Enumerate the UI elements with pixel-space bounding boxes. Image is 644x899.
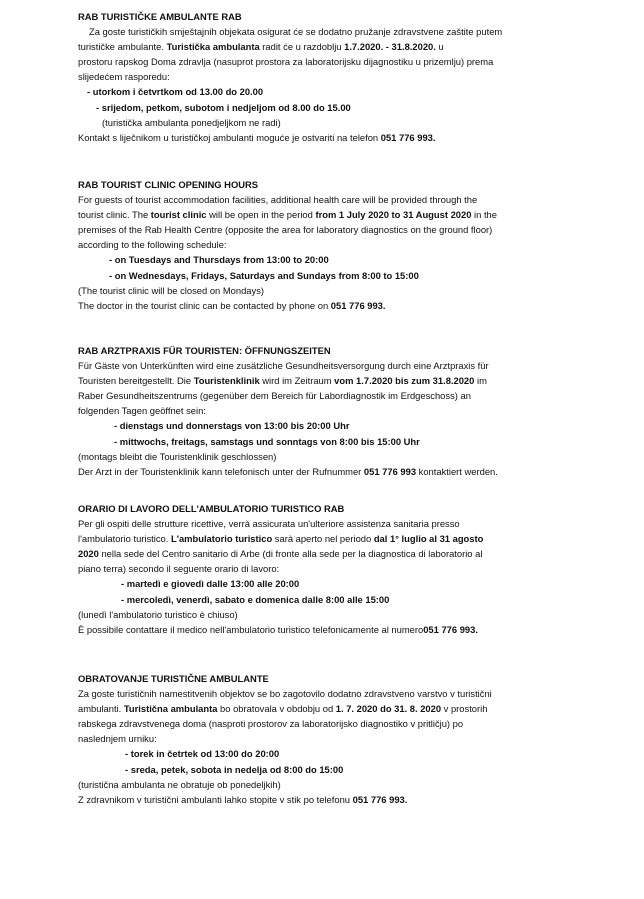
paragraph-line: rabskega zdravstvenega doma (nasproti prostorov za laboratorijsko diagnostiko v pritličju) po (78, 718, 464, 730)
paragraph-line: Touristen bereitgestellt. Die Touristenklinik wird im Zeitraum vom 1.7.2020 bis zum 31.8.2020 im (78, 375, 487, 387)
closed-note: (turistička ambulanta ponedjeljkom ne radi) (102, 116, 281, 128)
section-english (78, 177, 497, 313)
section-slovenian (78, 671, 492, 807)
paragraph-line: turističke ambulante. Turistička ambulanta radit će u razdoblju 1.7.2020. - 31.8.2020. u (78, 41, 444, 53)
contact-line: Der Arzt in der Touristenklinik kann telefonisch unter der Rufnummer 051 776 993 kontaktiert werden. (78, 465, 498, 477)
contact-line: Z zdravnikom v turistični ambulanti lahko stopite v stik po telefonu 051 776 993. (78, 793, 408, 805)
paragraph-line: 2020 nella sede del Centro sanitario di Arbe (di fronte alla sede per la diagnostica di laboratorio al (78, 548, 483, 560)
section-heading: ORARIO DI LAVORO DELL'AMBULATORIO TURISTICO RAB (78, 503, 345, 514)
section-heading: OBRATOVANJE TURISTIČNE AMBULANTE (78, 673, 269, 684)
paragraph-line: Für Gäste von Unterkünften wird eine zusätzliche Gesundheitsversorgung durch eine Arztpraxis für (78, 360, 489, 372)
section-heading: RAB TOURIST CLINIC OPENING HOURS (78, 179, 259, 190)
schedule-item: - utorkom i četvrtkom od 13.00 do 20.00 (87, 86, 264, 98)
section-heading: RAB TURISTIČKE AMBULANTE RAB (78, 11, 242, 22)
phone-number: 051 776 993. (423, 623, 478, 635)
schedule-item: - dienstags und donnerstags von 13:00 bis 20:00 Uhr (114, 420, 350, 432)
paragraph-line: slijedećem rasporedu: (78, 71, 170, 83)
paragraph-line: folgenden Tagen geöffnet sein: (78, 405, 206, 417)
closed-note: (lunedì l'ambulatorio turistico è chiuso) (78, 608, 238, 620)
paragraph-line: according to the following schedule: (78, 239, 227, 251)
schedule-item: - martedì e giovedì dalle 13:00 alle 20:00 (121, 578, 300, 590)
paragraph-line: prostoru rapskog Doma zdravlja (nasuprot prostora za laboratorijsku dijagnostiku u prizemlju) prema (78, 56, 494, 68)
phone-number: 051 776 993 (363, 465, 417, 477)
paragraph-line: For guests of tourist accommodation facilities, additional health care will be provided through the (78, 194, 478, 206)
paragraph-line: Raber Gesundheitszentrums (gegenüber dem Bereich für Labordiagnostik im Erdgeschoss) an (78, 390, 471, 402)
closed-note: (The tourist clinic will be closed on Mondays) (78, 284, 265, 296)
closed-note: (turistična ambulanta ne obratuje ob ponedeljkih) (78, 778, 281, 790)
paragraph-line: piano terra) secondo il seguente orario di lavoro: (78, 563, 280, 575)
section-croatian (78, 9, 502, 145)
paragraph-line: Per gli ospiti delle strutture ricettive, verrà assicurata un'ulteriore assistenza sanitaria presso (78, 518, 460, 530)
closed-note: (montags bleibt die Touristenklinik geschlossen) (78, 450, 277, 462)
contact-line: È possibile contattare il medico nell'ambulatorio turistico telefonicamente al numero051 776 993. (78, 623, 478, 635)
schedule-item: - mittwochs, freitags, samstags und sonntags von 8:00 bis 15:00 Uhr (114, 435, 420, 447)
paragraph-line: Za goste turističkih smještajnih objekata osigurat će se dodatno pružanje zdravstvene zaštite putem (89, 26, 503, 38)
phone-number: 051 776 993. (330, 299, 386, 311)
paragraph-line: premises of the Rab Health Centre (opposite the area for laboratory diagnostics on the ground floor) (78, 224, 493, 236)
phone-number: 051 776 993. (352, 793, 408, 805)
contact-line: The doctor in the tourist clinic can be contacted by phone on 051 776 993. (78, 299, 386, 311)
section-german (78, 343, 498, 479)
paragraph-line: naslednjem urniku: (78, 733, 157, 745)
section-italian (78, 501, 483, 637)
paragraph-line: Za goste turističnih namestitvenih objektov se bo zagotovilo dodatno zdravstveno varstvo v turistični (78, 688, 492, 700)
paragraph-line: tourist clinic. The tourist clinic will be open in the period from 1 July 2020 to 31 August 2020 in the (78, 209, 497, 221)
contact-line: Kontakt s liječnikom u turističkoj ambulanti moguće je ostvariti na telefon 051 776 993. (78, 131, 436, 143)
phone-number: 051 776 993. (380, 131, 436, 143)
schedule-item: - on Tuesdays and Thursdays from 13:00 to 20:00 (109, 254, 329, 266)
schedule-item: - srijedom, petkom, subotom i nedjeljom od 8.00 do 15.00 (96, 101, 351, 113)
schedule-item: - torek in četrtek od 13:00 do 20:00 (125, 748, 280, 760)
schedule-item: - on Wednesdays, Fridays, Saturdays and Sundays from 8:00 to 15:00 (109, 269, 419, 281)
paragraph-line: l'ambulatorio turistico. L'ambulatorio turistico sarà aperto nel periodo dal 1° luglio al 31 agosto (78, 533, 484, 545)
schedule-item: - mercoledì, venerdì, sabato e domenica dalle 8:00 alle 15:00 (121, 593, 390, 605)
paragraph-line: ambulanti. Turistična ambulanta bo obratovala v obdobju od 1. 7. 2020 do 31. 8. 2020 v prostorih (78, 703, 488, 715)
schedule-item: - sreda, petek, sobota in nedelja od 8:00 do 15:00 (125, 763, 344, 775)
section-heading: RAB ARZTPRAXIS FÜR TOURISTEN: ÖFFNUNGSZEITEN (78, 345, 331, 356)
